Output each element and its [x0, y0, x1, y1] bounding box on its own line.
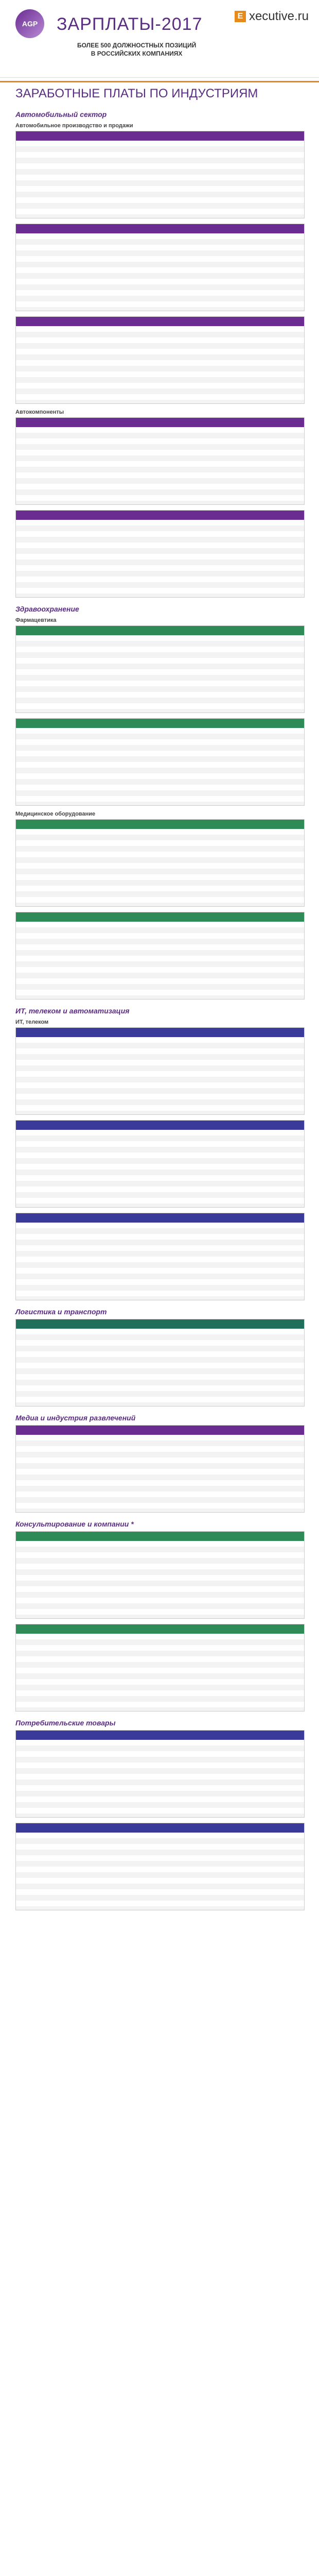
salary-table — [15, 1213, 305, 1300]
table-header — [16, 719, 304, 728]
subtitle-line-1: БОЛЕЕ 500 ДОЛЖНОСТНЫХ ПОЗИЦИЙ — [77, 42, 197, 49]
table-body — [16, 635, 304, 713]
table-header — [16, 418, 304, 427]
table-header — [16, 1319, 304, 1329]
main-title: ЗАРПЛАТЫ-2017 — [57, 14, 203, 34]
table-header — [16, 1028, 304, 1037]
salary-table — [15, 1027, 305, 1115]
table-body — [16, 1833, 304, 1910]
table-header — [16, 1624, 304, 1634]
section-heading: Потребительские товары — [15, 1719, 116, 1727]
table-body — [16, 427, 304, 504]
salary-table — [15, 1823, 305, 1910]
salary-table — [15, 1425, 305, 1513]
table-header — [16, 1532, 304, 1541]
table-header — [16, 820, 304, 829]
table-header — [16, 131, 304, 141]
salary-table — [15, 316, 305, 404]
salary-table — [15, 819, 305, 907]
salary-table — [15, 625, 305, 713]
salary-table — [15, 1319, 305, 1406]
table-body — [16, 922, 304, 999]
table-body — [16, 520, 304, 597]
table-header — [16, 912, 304, 922]
table-header — [16, 317, 304, 326]
table-header — [16, 1823, 304, 1833]
table-header — [16, 1213, 304, 1223]
table-body — [16, 1223, 304, 1300]
table-body — [16, 233, 304, 311]
table-body — [16, 1740, 304, 1817]
executive-logo-box: E — [235, 11, 246, 22]
agp-logo-text: AGP — [22, 20, 38, 28]
table-header — [16, 511, 304, 520]
subsection-heading: Автомобильное производство и продажи — [15, 123, 133, 129]
salary-table — [15, 912, 305, 999]
section-heading: Медиа и индустрия развлечений — [15, 1414, 136, 1422]
subtitle-line-2: В РОССИЙСКИХ КОМПАНИЯХ — [91, 50, 183, 57]
table-body — [16, 1130, 304, 1207]
salary-table — [15, 1730, 305, 1818]
table-body — [16, 1037, 304, 1114]
subsection-heading: ИТ, телеком — [15, 1019, 49, 1025]
sections-container — [0, 110, 319, 1910]
table-header — [16, 1121, 304, 1130]
table-header — [16, 224, 304, 233]
section-heading: Консультирование и компании * — [15, 1520, 134, 1528]
table-body — [16, 1541, 304, 1618]
table-body — [16, 141, 304, 218]
table-header — [16, 626, 304, 635]
section-heading: Логистика и транспорт — [15, 1308, 107, 1316]
table-body — [16, 1329, 304, 1406]
table-header — [16, 1426, 304, 1435]
salary-table — [15, 224, 305, 311]
salary-table — [15, 131, 305, 218]
salary-table — [15, 718, 305, 806]
section-heading: Здравоохранение — [15, 605, 79, 613]
salary-table — [15, 510, 305, 598]
table-body — [16, 1435, 304, 1512]
table-header — [16, 1731, 304, 1740]
subtitle — [77, 41, 196, 58]
subsection-heading: Автокомпоненты — [15, 409, 64, 415]
table-body — [16, 326, 304, 403]
salary-table — [15, 1531, 305, 1619]
section-heading: Автомобильный сектор — [15, 110, 107, 118]
subsection-heading: Фармацевтика — [15, 617, 57, 623]
table-body — [16, 1634, 304, 1711]
agp-logo — [15, 9, 44, 38]
subsection-heading: Медицинское оборудование — [15, 811, 96, 817]
salary-table — [15, 417, 305, 505]
industries-title: ЗАРАБОТНЫЕ ПЛАТЫ ПО ИНДУСТРИЯМ — [0, 81, 319, 103]
table-body — [16, 728, 304, 805]
table-body — [16, 829, 304, 906]
section-heading: ИТ, телеком и автоматизация — [15, 1007, 130, 1015]
salary-table — [15, 1120, 305, 1208]
page-header — [0, 0, 319, 78]
executive-logo[interactable] — [235, 9, 309, 24]
salary-table — [15, 1624, 305, 1711]
executive-logo-text: xecutive.ru — [249, 9, 309, 23]
